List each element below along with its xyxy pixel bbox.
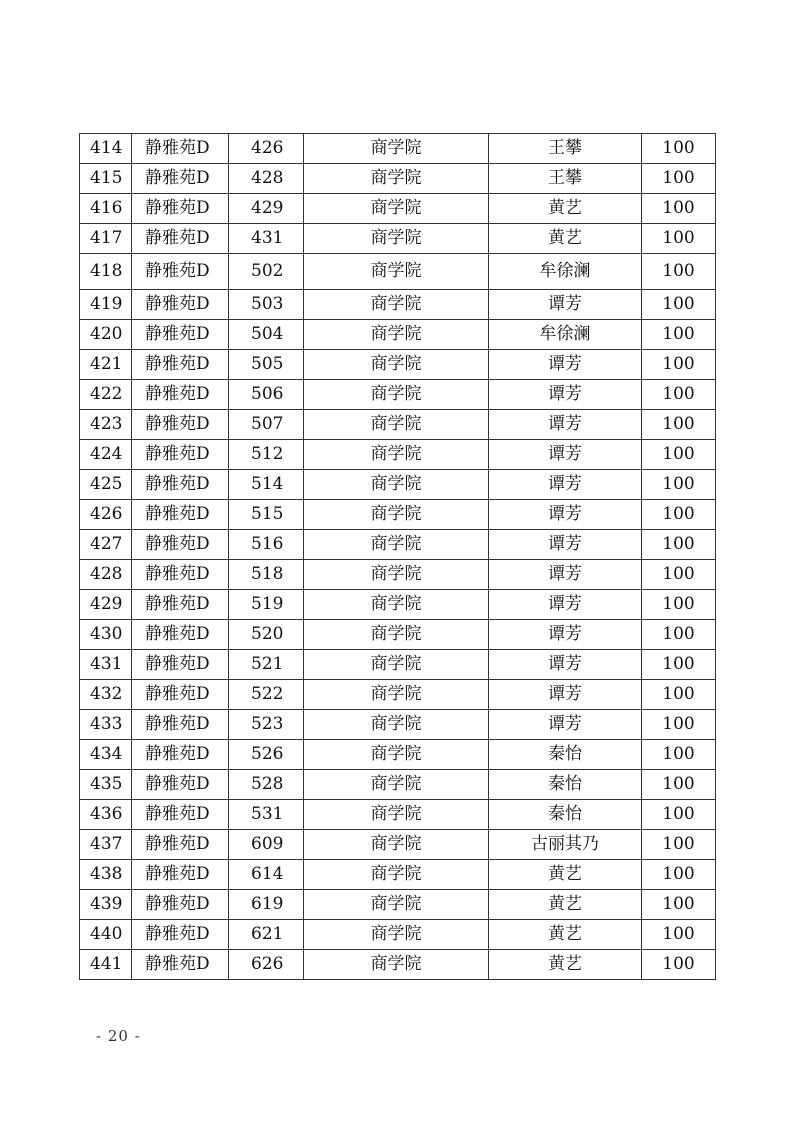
building-cell: 静雅苑D bbox=[132, 950, 229, 980]
person-in-charge-cell: 谭芳 bbox=[489, 560, 642, 590]
college-cell: 商学院 bbox=[304, 920, 489, 950]
score-cell: 100 bbox=[642, 650, 716, 680]
score-cell: 100 bbox=[642, 440, 716, 470]
person-in-charge-cell: 谭芳 bbox=[489, 470, 642, 500]
row-number-cell: 431 bbox=[80, 650, 132, 680]
college-cell: 商学院 bbox=[304, 860, 489, 890]
person-in-charge-cell: 谭芳 bbox=[489, 350, 642, 380]
score-cell: 100 bbox=[642, 254, 716, 290]
person-in-charge-cell: 谭芳 bbox=[489, 680, 642, 710]
building-cell: 静雅苑D bbox=[132, 254, 229, 290]
person-in-charge-cell: 秦怡 bbox=[489, 740, 642, 770]
room-number-cell: 512 bbox=[229, 440, 304, 470]
table-row bbox=[80, 860, 716, 890]
building-cell: 静雅苑D bbox=[132, 134, 229, 164]
building-cell: 静雅苑D bbox=[132, 710, 229, 740]
person-in-charge-cell: 谭芳 bbox=[489, 290, 642, 320]
person-in-charge-cell: 谭芳 bbox=[489, 620, 642, 650]
row-number-cell: 433 bbox=[80, 710, 132, 740]
row-number-cell: 438 bbox=[80, 860, 132, 890]
building-cell: 静雅苑D bbox=[132, 830, 229, 860]
college-cell: 商学院 bbox=[304, 164, 489, 194]
person-in-charge-cell: 谭芳 bbox=[489, 410, 642, 440]
college-cell: 商学院 bbox=[304, 134, 489, 164]
row-number-cell: 425 bbox=[80, 470, 132, 500]
building-cell: 静雅苑D bbox=[132, 164, 229, 194]
score-cell: 100 bbox=[642, 770, 716, 800]
building-cell: 静雅苑D bbox=[132, 224, 229, 254]
table-row bbox=[80, 194, 716, 224]
room-number-cell: 431 bbox=[229, 224, 304, 254]
score-cell: 100 bbox=[642, 890, 716, 920]
building-cell: 静雅苑D bbox=[132, 890, 229, 920]
college-cell: 商学院 bbox=[304, 410, 489, 440]
row-number-cell: 430 bbox=[80, 620, 132, 650]
table-row bbox=[80, 224, 716, 254]
room-number-cell: 504 bbox=[229, 320, 304, 350]
row-number-cell: 423 bbox=[80, 410, 132, 440]
table-row bbox=[80, 254, 716, 290]
row-number-cell: 422 bbox=[80, 380, 132, 410]
table-row bbox=[80, 500, 716, 530]
score-cell: 100 bbox=[642, 290, 716, 320]
score-cell: 100 bbox=[642, 800, 716, 830]
building-cell: 静雅苑D bbox=[132, 740, 229, 770]
room-number-cell: 531 bbox=[229, 800, 304, 830]
table-row bbox=[80, 530, 716, 560]
room-number-cell: 519 bbox=[229, 590, 304, 620]
row-number-cell: 415 bbox=[80, 164, 132, 194]
college-cell: 商学院 bbox=[304, 620, 489, 650]
score-cell: 100 bbox=[642, 560, 716, 590]
room-number-cell: 619 bbox=[229, 890, 304, 920]
college-cell: 商学院 bbox=[304, 650, 489, 680]
table-row bbox=[80, 290, 716, 320]
score-cell: 100 bbox=[642, 620, 716, 650]
score-cell: 100 bbox=[642, 320, 716, 350]
college-cell: 商学院 bbox=[304, 500, 489, 530]
table-row bbox=[80, 380, 716, 410]
college-cell: 商学院 bbox=[304, 194, 489, 224]
score-cell: 100 bbox=[642, 194, 716, 224]
building-cell: 静雅苑D bbox=[132, 560, 229, 590]
score-cell: 100 bbox=[642, 920, 716, 950]
table-row bbox=[80, 830, 716, 860]
room-number-cell: 518 bbox=[229, 560, 304, 590]
row-number-cell: 435 bbox=[80, 770, 132, 800]
table-row bbox=[80, 800, 716, 830]
score-cell: 100 bbox=[642, 530, 716, 560]
room-number-cell: 626 bbox=[229, 950, 304, 980]
building-cell: 静雅苑D bbox=[132, 860, 229, 890]
college-cell: 商学院 bbox=[304, 560, 489, 590]
table-row bbox=[80, 680, 716, 710]
building-cell: 静雅苑D bbox=[132, 410, 229, 440]
row-number-cell: 440 bbox=[80, 920, 132, 950]
room-number-cell: 505 bbox=[229, 350, 304, 380]
building-cell: 静雅苑D bbox=[132, 500, 229, 530]
row-number-cell: 432 bbox=[80, 680, 132, 710]
room-number-cell: 523 bbox=[229, 710, 304, 740]
row-number-cell: 437 bbox=[80, 830, 132, 860]
room-number-cell: 609 bbox=[229, 830, 304, 860]
building-cell: 静雅苑D bbox=[132, 440, 229, 470]
college-cell: 商学院 bbox=[304, 800, 489, 830]
table-row bbox=[80, 470, 716, 500]
college-cell: 商学院 bbox=[304, 290, 489, 320]
table-row bbox=[80, 590, 716, 620]
room-number-cell: 506 bbox=[229, 380, 304, 410]
score-cell: 100 bbox=[642, 134, 716, 164]
score-cell: 100 bbox=[642, 950, 716, 980]
room-number-cell: 426 bbox=[229, 134, 304, 164]
person-in-charge-cell: 谭芳 bbox=[489, 440, 642, 470]
building-cell: 静雅苑D bbox=[132, 920, 229, 950]
score-cell: 100 bbox=[642, 164, 716, 194]
row-number-cell: 418 bbox=[80, 254, 132, 290]
person-in-charge-cell: 王攀 bbox=[489, 134, 642, 164]
person-in-charge-cell: 黄艺 bbox=[489, 890, 642, 920]
building-cell: 静雅苑D bbox=[132, 590, 229, 620]
building-cell: 静雅苑D bbox=[132, 290, 229, 320]
building-cell: 静雅苑D bbox=[132, 770, 229, 800]
building-cell: 静雅苑D bbox=[132, 194, 229, 224]
building-cell: 静雅苑D bbox=[132, 530, 229, 560]
college-cell: 商学院 bbox=[304, 470, 489, 500]
score-cell: 100 bbox=[642, 350, 716, 380]
score-cell: 100 bbox=[642, 590, 716, 620]
building-cell: 静雅苑D bbox=[132, 650, 229, 680]
score-cell: 100 bbox=[642, 830, 716, 860]
row-number-cell: 436 bbox=[80, 800, 132, 830]
person-in-charge-cell: 秦怡 bbox=[489, 770, 642, 800]
college-cell: 商学院 bbox=[304, 350, 489, 380]
row-number-cell: 434 bbox=[80, 740, 132, 770]
room-number-cell: 522 bbox=[229, 680, 304, 710]
score-cell: 100 bbox=[642, 680, 716, 710]
score-cell: 100 bbox=[642, 410, 716, 440]
person-in-charge-cell: 谭芳 bbox=[489, 650, 642, 680]
room-number-cell: 503 bbox=[229, 290, 304, 320]
room-number-cell: 614 bbox=[229, 860, 304, 890]
person-in-charge-cell: 黄艺 bbox=[489, 950, 642, 980]
room-number-cell: 526 bbox=[229, 740, 304, 770]
table-body bbox=[80, 134, 716, 980]
college-cell: 商学院 bbox=[304, 950, 489, 980]
person-in-charge-cell: 黄艺 bbox=[489, 860, 642, 890]
college-cell: 商学院 bbox=[304, 224, 489, 254]
college-cell: 商学院 bbox=[304, 890, 489, 920]
building-cell: 静雅苑D bbox=[132, 620, 229, 650]
college-cell: 商学院 bbox=[304, 380, 489, 410]
score-cell: 100 bbox=[642, 380, 716, 410]
building-cell: 静雅苑D bbox=[132, 800, 229, 830]
room-number-cell: 520 bbox=[229, 620, 304, 650]
building-cell: 静雅苑D bbox=[132, 380, 229, 410]
table-row bbox=[80, 134, 716, 164]
score-cell: 100 bbox=[642, 224, 716, 254]
college-cell: 商学院 bbox=[304, 830, 489, 860]
person-in-charge-cell: 黄艺 bbox=[489, 224, 642, 254]
room-number-cell: 507 bbox=[229, 410, 304, 440]
score-cell: 100 bbox=[642, 860, 716, 890]
building-cell: 静雅苑D bbox=[132, 320, 229, 350]
person-in-charge-cell: 古丽其乃 bbox=[489, 830, 642, 860]
building-cell: 静雅苑D bbox=[132, 350, 229, 380]
row-number-cell: 420 bbox=[80, 320, 132, 350]
person-in-charge-cell: 黄艺 bbox=[489, 194, 642, 224]
row-number-cell: 426 bbox=[80, 500, 132, 530]
table-row bbox=[80, 770, 716, 800]
person-in-charge-cell: 王攀 bbox=[489, 164, 642, 194]
room-number-cell: 528 bbox=[229, 770, 304, 800]
room-number-cell: 515 bbox=[229, 500, 304, 530]
table-row bbox=[80, 560, 716, 590]
page-number: - 20 - bbox=[96, 1027, 141, 1045]
table-row bbox=[80, 440, 716, 470]
row-number-cell: 424 bbox=[80, 440, 132, 470]
table-row bbox=[80, 410, 716, 440]
college-cell: 商学院 bbox=[304, 770, 489, 800]
room-number-cell: 621 bbox=[229, 920, 304, 950]
dormitory-score-table bbox=[79, 133, 716, 980]
college-cell: 商学院 bbox=[304, 530, 489, 560]
room-number-cell: 514 bbox=[229, 470, 304, 500]
building-cell: 静雅苑D bbox=[132, 470, 229, 500]
table-row bbox=[80, 890, 716, 920]
table-row bbox=[80, 710, 716, 740]
row-number-cell: 417 bbox=[80, 224, 132, 254]
table-row bbox=[80, 650, 716, 680]
row-number-cell: 421 bbox=[80, 350, 132, 380]
person-in-charge-cell: 牟徐澜 bbox=[489, 320, 642, 350]
row-number-cell: 414 bbox=[80, 134, 132, 164]
table-row bbox=[80, 620, 716, 650]
score-cell: 100 bbox=[642, 470, 716, 500]
score-cell: 100 bbox=[642, 740, 716, 770]
person-in-charge-cell: 谭芳 bbox=[489, 590, 642, 620]
college-cell: 商学院 bbox=[304, 680, 489, 710]
score-cell: 100 bbox=[642, 500, 716, 530]
row-number-cell: 427 bbox=[80, 530, 132, 560]
college-cell: 商学院 bbox=[304, 710, 489, 740]
row-number-cell: 429 bbox=[80, 590, 132, 620]
college-cell: 商学院 bbox=[304, 590, 489, 620]
row-number-cell: 416 bbox=[80, 194, 132, 224]
person-in-charge-cell: 秦怡 bbox=[489, 800, 642, 830]
table-row bbox=[80, 950, 716, 980]
room-number-cell: 429 bbox=[229, 194, 304, 224]
college-cell: 商学院 bbox=[304, 320, 489, 350]
room-number-cell: 502 bbox=[229, 254, 304, 290]
building-cell: 静雅苑D bbox=[132, 680, 229, 710]
person-in-charge-cell: 谭芳 bbox=[489, 500, 642, 530]
table-row bbox=[80, 164, 716, 194]
table-row bbox=[80, 740, 716, 770]
row-number-cell: 419 bbox=[80, 290, 132, 320]
room-number-cell: 521 bbox=[229, 650, 304, 680]
row-number-cell: 428 bbox=[80, 560, 132, 590]
person-in-charge-cell: 黄艺 bbox=[489, 920, 642, 950]
room-number-cell: 428 bbox=[229, 164, 304, 194]
score-cell: 100 bbox=[642, 710, 716, 740]
college-cell: 商学院 bbox=[304, 254, 489, 290]
row-number-cell: 441 bbox=[80, 950, 132, 980]
row-number-cell: 439 bbox=[80, 890, 132, 920]
person-in-charge-cell: 谭芳 bbox=[489, 710, 642, 740]
room-number-cell: 516 bbox=[229, 530, 304, 560]
college-cell: 商学院 bbox=[304, 440, 489, 470]
table-row bbox=[80, 920, 716, 950]
person-in-charge-cell: 谭芳 bbox=[489, 530, 642, 560]
person-in-charge-cell: 谭芳 bbox=[489, 380, 642, 410]
person-in-charge-cell: 牟徐澜 bbox=[489, 254, 642, 290]
table-row bbox=[80, 350, 716, 380]
table-row bbox=[80, 320, 716, 350]
college-cell: 商学院 bbox=[304, 740, 489, 770]
